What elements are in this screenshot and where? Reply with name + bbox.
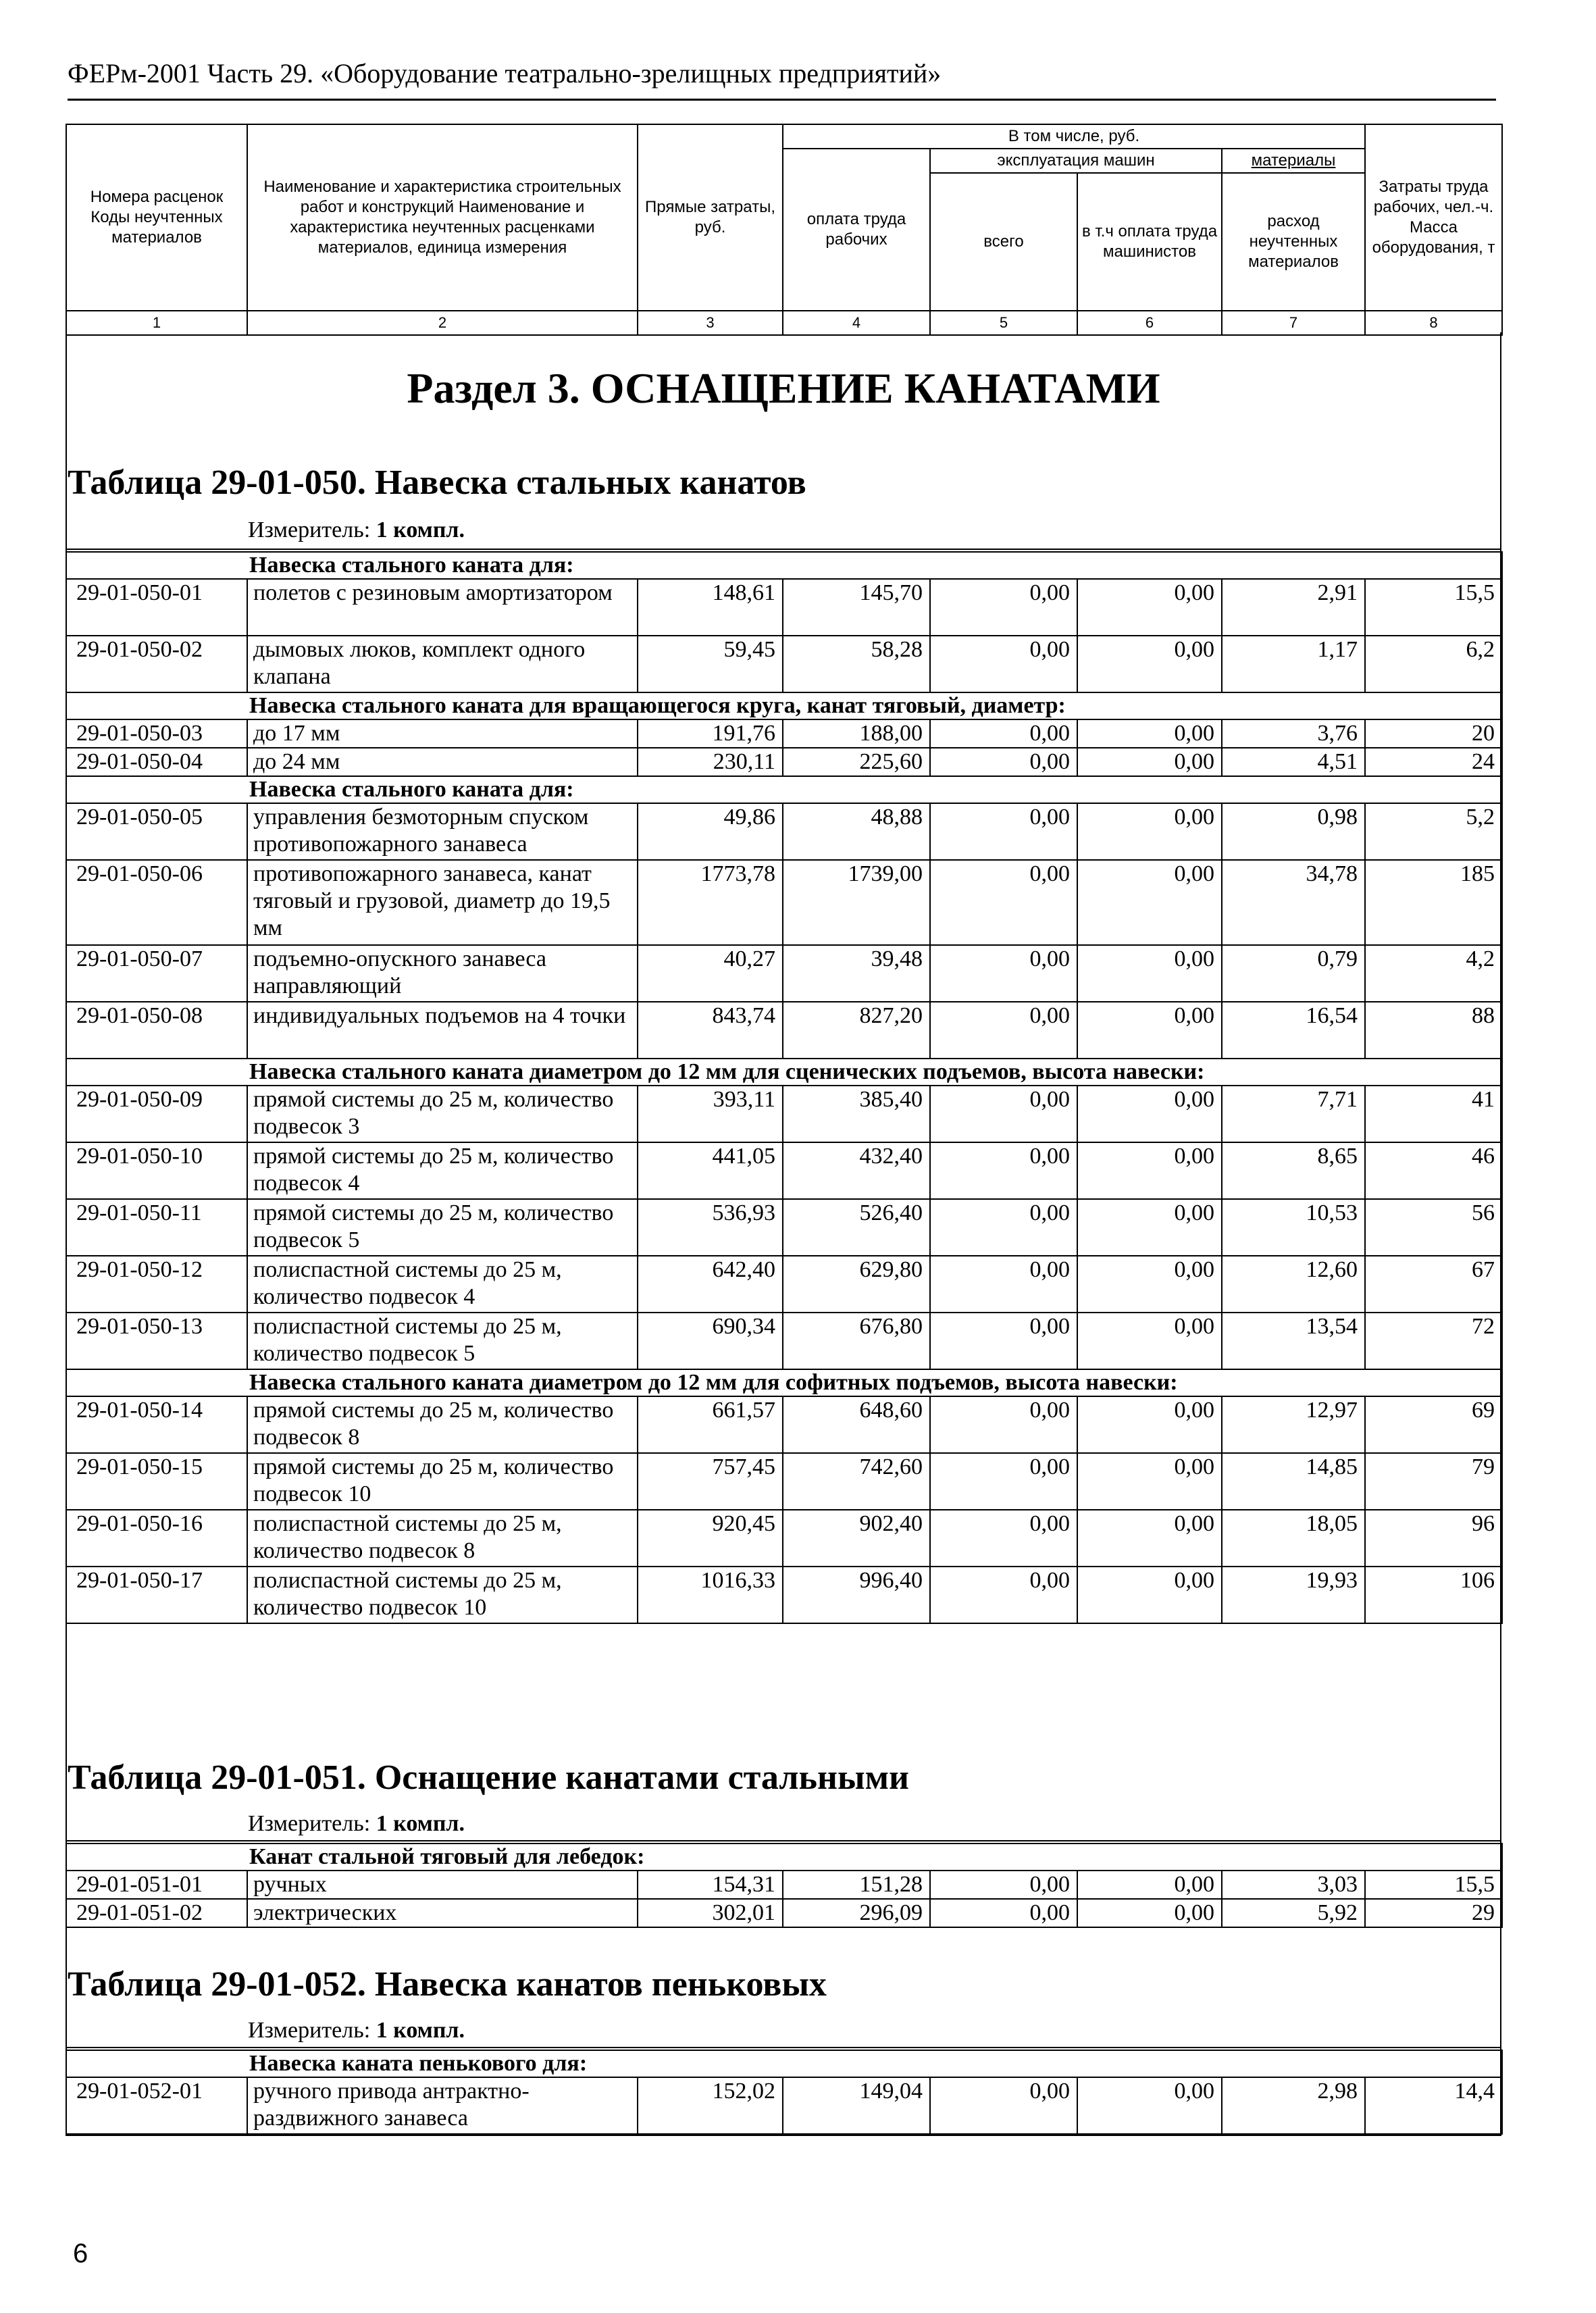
column-header [66, 124, 1503, 336]
machinist-wages: 0,00 [1077, 748, 1222, 776]
col-num: 1 [66, 311, 247, 335]
rate-code: 29-01-050-10 [66, 1142, 247, 1199]
materials-consumption: 3,76 [1222, 719, 1365, 748]
labor-hours: 15,5 [1365, 579, 1502, 636]
machine-operation-total: 0,00 [930, 860, 1077, 945]
machine-operation-total: 0,00 [930, 803, 1077, 860]
direct-costs: 757,45 [638, 1453, 783, 1510]
rates-table [66, 551, 1503, 1624]
labor-hours: 88 [1365, 1002, 1502, 1059]
col2-top-label: Наименование и характеристика строительных работ и конструкций [263, 178, 621, 216]
materials-header: материалы [1222, 149, 1365, 173]
group-heading-row [66, 2050, 1502, 2077]
labor-hours: 41 [1365, 1086, 1502, 1142]
rate-code: 29-01-050-05 [66, 803, 247, 860]
measure-value: 1 компл. [376, 2018, 465, 2043]
page-header: ФЕРм-2001 Часть 29. «Оборудование театрально-зрелищных предприятий» [68, 58, 942, 88]
labor-wages: 385,40 [783, 1086, 930, 1142]
rate-code: 29-01-050-02 [66, 636, 247, 692]
work-description: полетов с резиновым амортизатором [247, 579, 638, 636]
work-description: до 17 мм [247, 719, 638, 748]
labor-hours: 14,4 [1365, 2077, 1502, 2134]
labor-hours: 15,5 [1365, 1871, 1502, 1899]
work-description: прямой системы до 25 м, количество подвесок 8 [247, 1396, 638, 1453]
group-heading: Навеска стального каната диаметром до 12 мм для сценических подъемов, высота навески: [66, 1059, 1502, 1086]
table-row [66, 1510, 1502, 1567]
col8-top-label: Затраты труда рабочих, чел.-ч. [1373, 178, 1494, 216]
machine-operation-total: 0,00 [930, 1510, 1077, 1567]
rate-code: 29-01-050-16 [66, 1510, 247, 1567]
machine-operation-total: 0,00 [930, 1142, 1077, 1199]
materials-consumption: 16,54 [1222, 1002, 1365, 1059]
machinist-wages: 0,00 [1077, 1313, 1222, 1369]
labor-wages: 58,28 [783, 636, 930, 692]
machinist-wages: 0,00 [1077, 1086, 1222, 1142]
group-heading: Канат стальной тяговый для лебедок: [66, 1844, 1502, 1871]
machine-operation-total: 0,00 [930, 1871, 1077, 1899]
machine-operation-total: 0,00 [930, 636, 1077, 692]
table-rule [66, 2047, 1501, 2048]
table-row [66, 748, 1502, 776]
page-number: 6 [73, 2239, 88, 2268]
included-header: В том числе, руб. [783, 124, 1365, 149]
direct-costs: 191,76 [638, 719, 783, 748]
rate-code: 29-01-050-06 [66, 860, 247, 945]
table-row [66, 2077, 1502, 2134]
measure-label: Измеритель: [248, 2018, 371, 2043]
machinist-wages: 0,00 [1077, 803, 1222, 860]
group-heading-row [66, 692, 1502, 719]
labor-hours: 185 [1365, 860, 1502, 945]
labor-wages: 902,40 [783, 1510, 930, 1567]
materials-consumption: 12,97 [1222, 1396, 1365, 1453]
rate-code: 29-01-050-12 [66, 1256, 247, 1313]
work-description: прямой системы до 25 м, количество подвесок 3 [247, 1086, 638, 1142]
work-description: дымовых люков, комплект одного клапана [247, 636, 638, 692]
table-row [66, 1256, 1502, 1313]
table-row [66, 1567, 1502, 1623]
labor-hours: 29 [1365, 1899, 1502, 1927]
direct-costs: 49,86 [638, 803, 783, 860]
header-rule [68, 99, 1496, 101]
machinist-wages: 0,00 [1077, 1453, 1222, 1510]
col1-header [66, 124, 247, 311]
machine-operation-total: 0,00 [930, 1567, 1077, 1623]
labor-hours: 67 [1365, 1256, 1502, 1313]
table-row [66, 1142, 1502, 1199]
machine-operation-total: 0,00 [930, 1199, 1077, 1256]
group-heading-row [66, 1059, 1502, 1086]
materials-consumption: 4,51 [1222, 748, 1365, 776]
labor-wages: 742,60 [783, 1453, 930, 1510]
measure-line [248, 2017, 465, 2044]
measure-label: Измеритель: [248, 517, 371, 542]
col1-bottom-label: Коды неучтенных материалов [91, 208, 223, 247]
group-heading-row [66, 1369, 1502, 1396]
direct-costs: 393,11 [638, 1086, 783, 1142]
work-description: полиспастной системы до 25 м, количество подвесок 5 [247, 1313, 638, 1369]
col8-header [1365, 124, 1502, 311]
labor-wages: 149,04 [783, 2077, 930, 2134]
materials-consumption: 2,91 [1222, 579, 1365, 636]
labor-hours: 79 [1365, 1453, 1502, 1510]
machinist-wages: 0,00 [1077, 1256, 1222, 1313]
materials-consumption: 13,54 [1222, 1313, 1365, 1369]
materials-consumption: 1,17 [1222, 636, 1365, 692]
col7-header: расход неучтенных материалов [1222, 173, 1365, 311]
work-description: прямой системы до 25 м, количество подвесок 5 [247, 1199, 638, 1256]
labor-wages: 648,60 [783, 1396, 930, 1453]
materials-consumption: 14,85 [1222, 1453, 1365, 1510]
table-title: Таблица 29-01-051. Оснащение канатами стальными [68, 1758, 909, 1797]
labor-wages: 225,60 [783, 748, 930, 776]
labor-wages: 188,00 [783, 719, 930, 748]
machinist-wages: 0,00 [1077, 1871, 1222, 1899]
materials-consumption: 5,92 [1222, 1899, 1365, 1927]
machine-operation-total: 0,00 [930, 579, 1077, 636]
machine-operation-total: 0,00 [930, 1002, 1077, 1059]
col8-bottom-label: Масса оборудования, т [1372, 218, 1495, 257]
materials-consumption: 3,03 [1222, 1871, 1365, 1899]
work-description: полиспастной системы до 25 м, количество подвесок 4 [247, 1256, 638, 1313]
col1-top-label: Номера расценок [90, 188, 224, 206]
work-description: полиспастной системы до 25 м, количество подвесок 8 [247, 1510, 638, 1567]
col2-bottom-label: Наименование и характеристика неучтенных расценками материалов, единица измерения [290, 198, 595, 257]
materials-consumption: 10,53 [1222, 1199, 1365, 1256]
machinist-wages: 0,00 [1077, 1002, 1222, 1059]
machinist-wages: 0,00 [1077, 945, 1222, 1002]
table-row [66, 636, 1502, 692]
direct-costs: 40,27 [638, 945, 783, 1002]
labor-hours: 24 [1365, 748, 1502, 776]
table-row [66, 579, 1502, 636]
group-heading-row [66, 776, 1502, 803]
work-description: управления безмоторным спуском противопожарного занавеса [247, 803, 638, 860]
labor-wages: 432,40 [783, 1142, 930, 1199]
col6-header: в т.ч оплата труда машинистов [1077, 173, 1222, 311]
machinist-wages: 0,00 [1077, 579, 1222, 636]
direct-costs: 920,45 [638, 1510, 783, 1567]
work-description: полиспастной системы до 25 м, количество подвесок 10 [247, 1567, 638, 1623]
labor-wages: 151,28 [783, 1871, 930, 1899]
group-heading: Навеска каната пенькового для: [66, 2050, 1502, 2077]
measure-value: 1 компл. [376, 1811, 465, 1836]
direct-costs: 152,02 [638, 2077, 783, 2134]
measure-line [248, 1810, 465, 1837]
col-num: 4 [783, 311, 930, 335]
table-row [66, 1199, 1502, 1256]
table-row [66, 860, 1502, 945]
machine-operation-total: 0,00 [930, 945, 1077, 1002]
direct-costs: 302,01 [638, 1899, 783, 1927]
labor-hours: 46 [1365, 1142, 1502, 1199]
group-heading: Навеска стального каната для вращающегося круга, канат тяговый, диаметр: [66, 692, 1502, 719]
labor-hours: 106 [1365, 1567, 1502, 1623]
table-row [66, 719, 1502, 748]
labor-wages: 996,40 [783, 1567, 930, 1623]
labor-hours: 69 [1365, 1396, 1502, 1453]
section-title: Раздел 3. ОСНАЩЕНИЕ КАНАТАМИ [407, 364, 1160, 412]
machine-operation-total: 0,00 [930, 2077, 1077, 2134]
rate-code: 29-01-050-14 [66, 1396, 247, 1453]
table-title: Таблица 29-01-050. Навеска стальных канатов [68, 463, 806, 502]
machinist-wages: 0,00 [1077, 2077, 1222, 2134]
labor-hours: 72 [1365, 1313, 1502, 1369]
machinist-wages: 0,00 [1077, 1396, 1222, 1453]
rate-code: 29-01-050-17 [66, 1567, 247, 1623]
work-description: ручных [247, 1871, 638, 1899]
rate-code: 29-01-050-07 [66, 945, 247, 1002]
direct-costs: 230,11 [638, 748, 783, 776]
machine-operation-total: 0,00 [930, 719, 1077, 748]
rate-code: 29-01-050-03 [66, 719, 247, 748]
col-num: 3 [638, 311, 783, 335]
direct-costs: 843,74 [638, 1002, 783, 1059]
machine-operation-total: 0,00 [930, 1453, 1077, 1510]
machine-operation-total: 0,00 [930, 748, 1077, 776]
table-row [66, 1453, 1502, 1510]
group-heading: Навеска стального каната для: [66, 552, 1502, 579]
work-description: прямой системы до 25 м, количество подвесок 10 [247, 1453, 638, 1510]
table-row [66, 1086, 1502, 1142]
rate-code: 29-01-050-01 [66, 579, 247, 636]
table-rule [66, 549, 1501, 550]
rates-table [66, 2050, 1503, 2135]
col2-header [247, 124, 638, 311]
rate-code: 29-01-050-15 [66, 1453, 247, 1510]
labor-wages: 39,48 [783, 945, 930, 1002]
machinist-wages: 0,00 [1077, 1142, 1222, 1199]
materials-consumption: 0,79 [1222, 945, 1365, 1002]
machine-operation-total: 0,00 [930, 1313, 1077, 1369]
machine-operation-total: 0,00 [930, 1899, 1077, 1927]
labor-wages: 48,88 [783, 803, 930, 860]
rate-code: 29-01-050-04 [66, 748, 247, 776]
rate-code: 29-01-051-01 [66, 1871, 247, 1899]
work-description: ручного привода антрактно-раздвижного занавеса [247, 2077, 638, 2134]
col4-header: оплата труда рабочих [783, 149, 930, 311]
work-description: до 24 мм [247, 748, 638, 776]
labor-wages: 827,20 [783, 1002, 930, 1059]
col3-header: Прямые затраты, руб. [638, 124, 783, 311]
work-description: противопожарного занавеса, канат тяговый и грузовой, диаметр до 19,5 мм [247, 860, 638, 945]
materials-consumption: 0,98 [1222, 803, 1365, 860]
rate-code: 29-01-050-08 [66, 1002, 247, 1059]
labor-hours: 6,2 [1365, 636, 1502, 692]
labor-wages: 145,70 [783, 579, 930, 636]
col-num: 7 [1222, 311, 1365, 335]
table-row [66, 1313, 1502, 1369]
labor-hours: 4,2 [1365, 945, 1502, 1002]
labor-wages: 296,09 [783, 1899, 930, 1927]
direct-costs: 154,31 [638, 1871, 783, 1899]
group-heading: Навеска стального каната диаметром до 12 мм для софитных подъемов, высота навески: [66, 1369, 1502, 1396]
materials-consumption: 18,05 [1222, 1510, 1365, 1567]
machinist-wages: 0,00 [1077, 636, 1222, 692]
direct-costs: 59,45 [638, 636, 783, 692]
rate-code: 29-01-052-01 [66, 2077, 247, 2134]
col5-header: всего [930, 173, 1077, 311]
materials-consumption: 19,93 [1222, 1567, 1365, 1623]
materials-consumption: 34,78 [1222, 860, 1365, 945]
table-row [66, 1899, 1502, 1927]
direct-costs: 148,61 [638, 579, 783, 636]
machinist-wages: 0,00 [1077, 1510, 1222, 1567]
labor-wages: 676,80 [783, 1313, 930, 1369]
col-num: 6 [1077, 311, 1222, 335]
direct-costs: 441,05 [638, 1142, 783, 1199]
table-rule [66, 1840, 1501, 1841]
measure-value: 1 компл. [376, 517, 465, 542]
work-description: подъемно-опускного занавеса направляющий [247, 945, 638, 1002]
group-heading: Навеска стального каната для: [66, 776, 1502, 803]
materials-consumption: 7,71 [1222, 1086, 1365, 1142]
col-num: 8 [1365, 311, 1502, 335]
labor-wages: 526,40 [783, 1199, 930, 1256]
table-row [66, 1396, 1502, 1453]
table-title: Таблица 29-01-052. Навеска канатов пеньковых [68, 1965, 827, 2004]
work-description: прямой системы до 25 м, количество подвесок 4 [247, 1142, 638, 1199]
labor-hours: 20 [1365, 719, 1502, 748]
direct-costs: 1016,33 [638, 1567, 783, 1623]
direct-costs: 536,93 [638, 1199, 783, 1256]
machinist-wages: 0,00 [1077, 860, 1222, 945]
machine-operation-total: 0,00 [930, 1086, 1077, 1142]
table-row [66, 945, 1502, 1002]
direct-costs: 642,40 [638, 1256, 783, 1313]
table-row [66, 803, 1502, 860]
work-description: электрических [247, 1899, 638, 1927]
col-num: 2 [247, 311, 638, 335]
labor-hours: 96 [1365, 1510, 1502, 1567]
machines-header: эксплуатация машин [930, 149, 1222, 173]
machine-operation-total: 0,00 [930, 1256, 1077, 1313]
group-heading-row [66, 552, 1502, 579]
group-heading-row [66, 1844, 1502, 1871]
labor-wages: 629,80 [783, 1256, 930, 1313]
direct-costs: 1773,78 [638, 860, 783, 945]
rate-code: 29-01-050-13 [66, 1313, 247, 1369]
rate-code: 29-01-050-09 [66, 1086, 247, 1142]
table-row [66, 1871, 1502, 1899]
table-row [66, 1002, 1502, 1059]
materials-consumption: 12,60 [1222, 1256, 1365, 1313]
rates-table [66, 1843, 1503, 1928]
materials-consumption: 8,65 [1222, 1142, 1365, 1199]
labor-hours: 5,2 [1365, 803, 1502, 860]
direct-costs: 690,34 [638, 1313, 783, 1369]
col-num: 5 [930, 311, 1077, 335]
machinist-wages: 0,00 [1077, 719, 1222, 748]
measure-line [248, 517, 465, 544]
labor-hours: 56 [1365, 1199, 1502, 1256]
machinist-wages: 0,00 [1077, 1199, 1222, 1256]
rate-code: 29-01-051-02 [66, 1899, 247, 1927]
machinist-wages: 0,00 [1077, 1899, 1222, 1927]
measure-label: Измеритель: [248, 1811, 371, 1836]
work-description: индивидуальных подъемов на 4 точки [247, 1002, 638, 1059]
machinist-wages: 0,00 [1077, 1567, 1222, 1623]
rate-code: 29-01-050-11 [66, 1199, 247, 1256]
direct-costs: 661,57 [638, 1396, 783, 1453]
machine-operation-total: 0,00 [930, 1396, 1077, 1453]
materials-consumption: 2,98 [1222, 2077, 1365, 2134]
labor-wages: 1739,00 [783, 860, 930, 945]
